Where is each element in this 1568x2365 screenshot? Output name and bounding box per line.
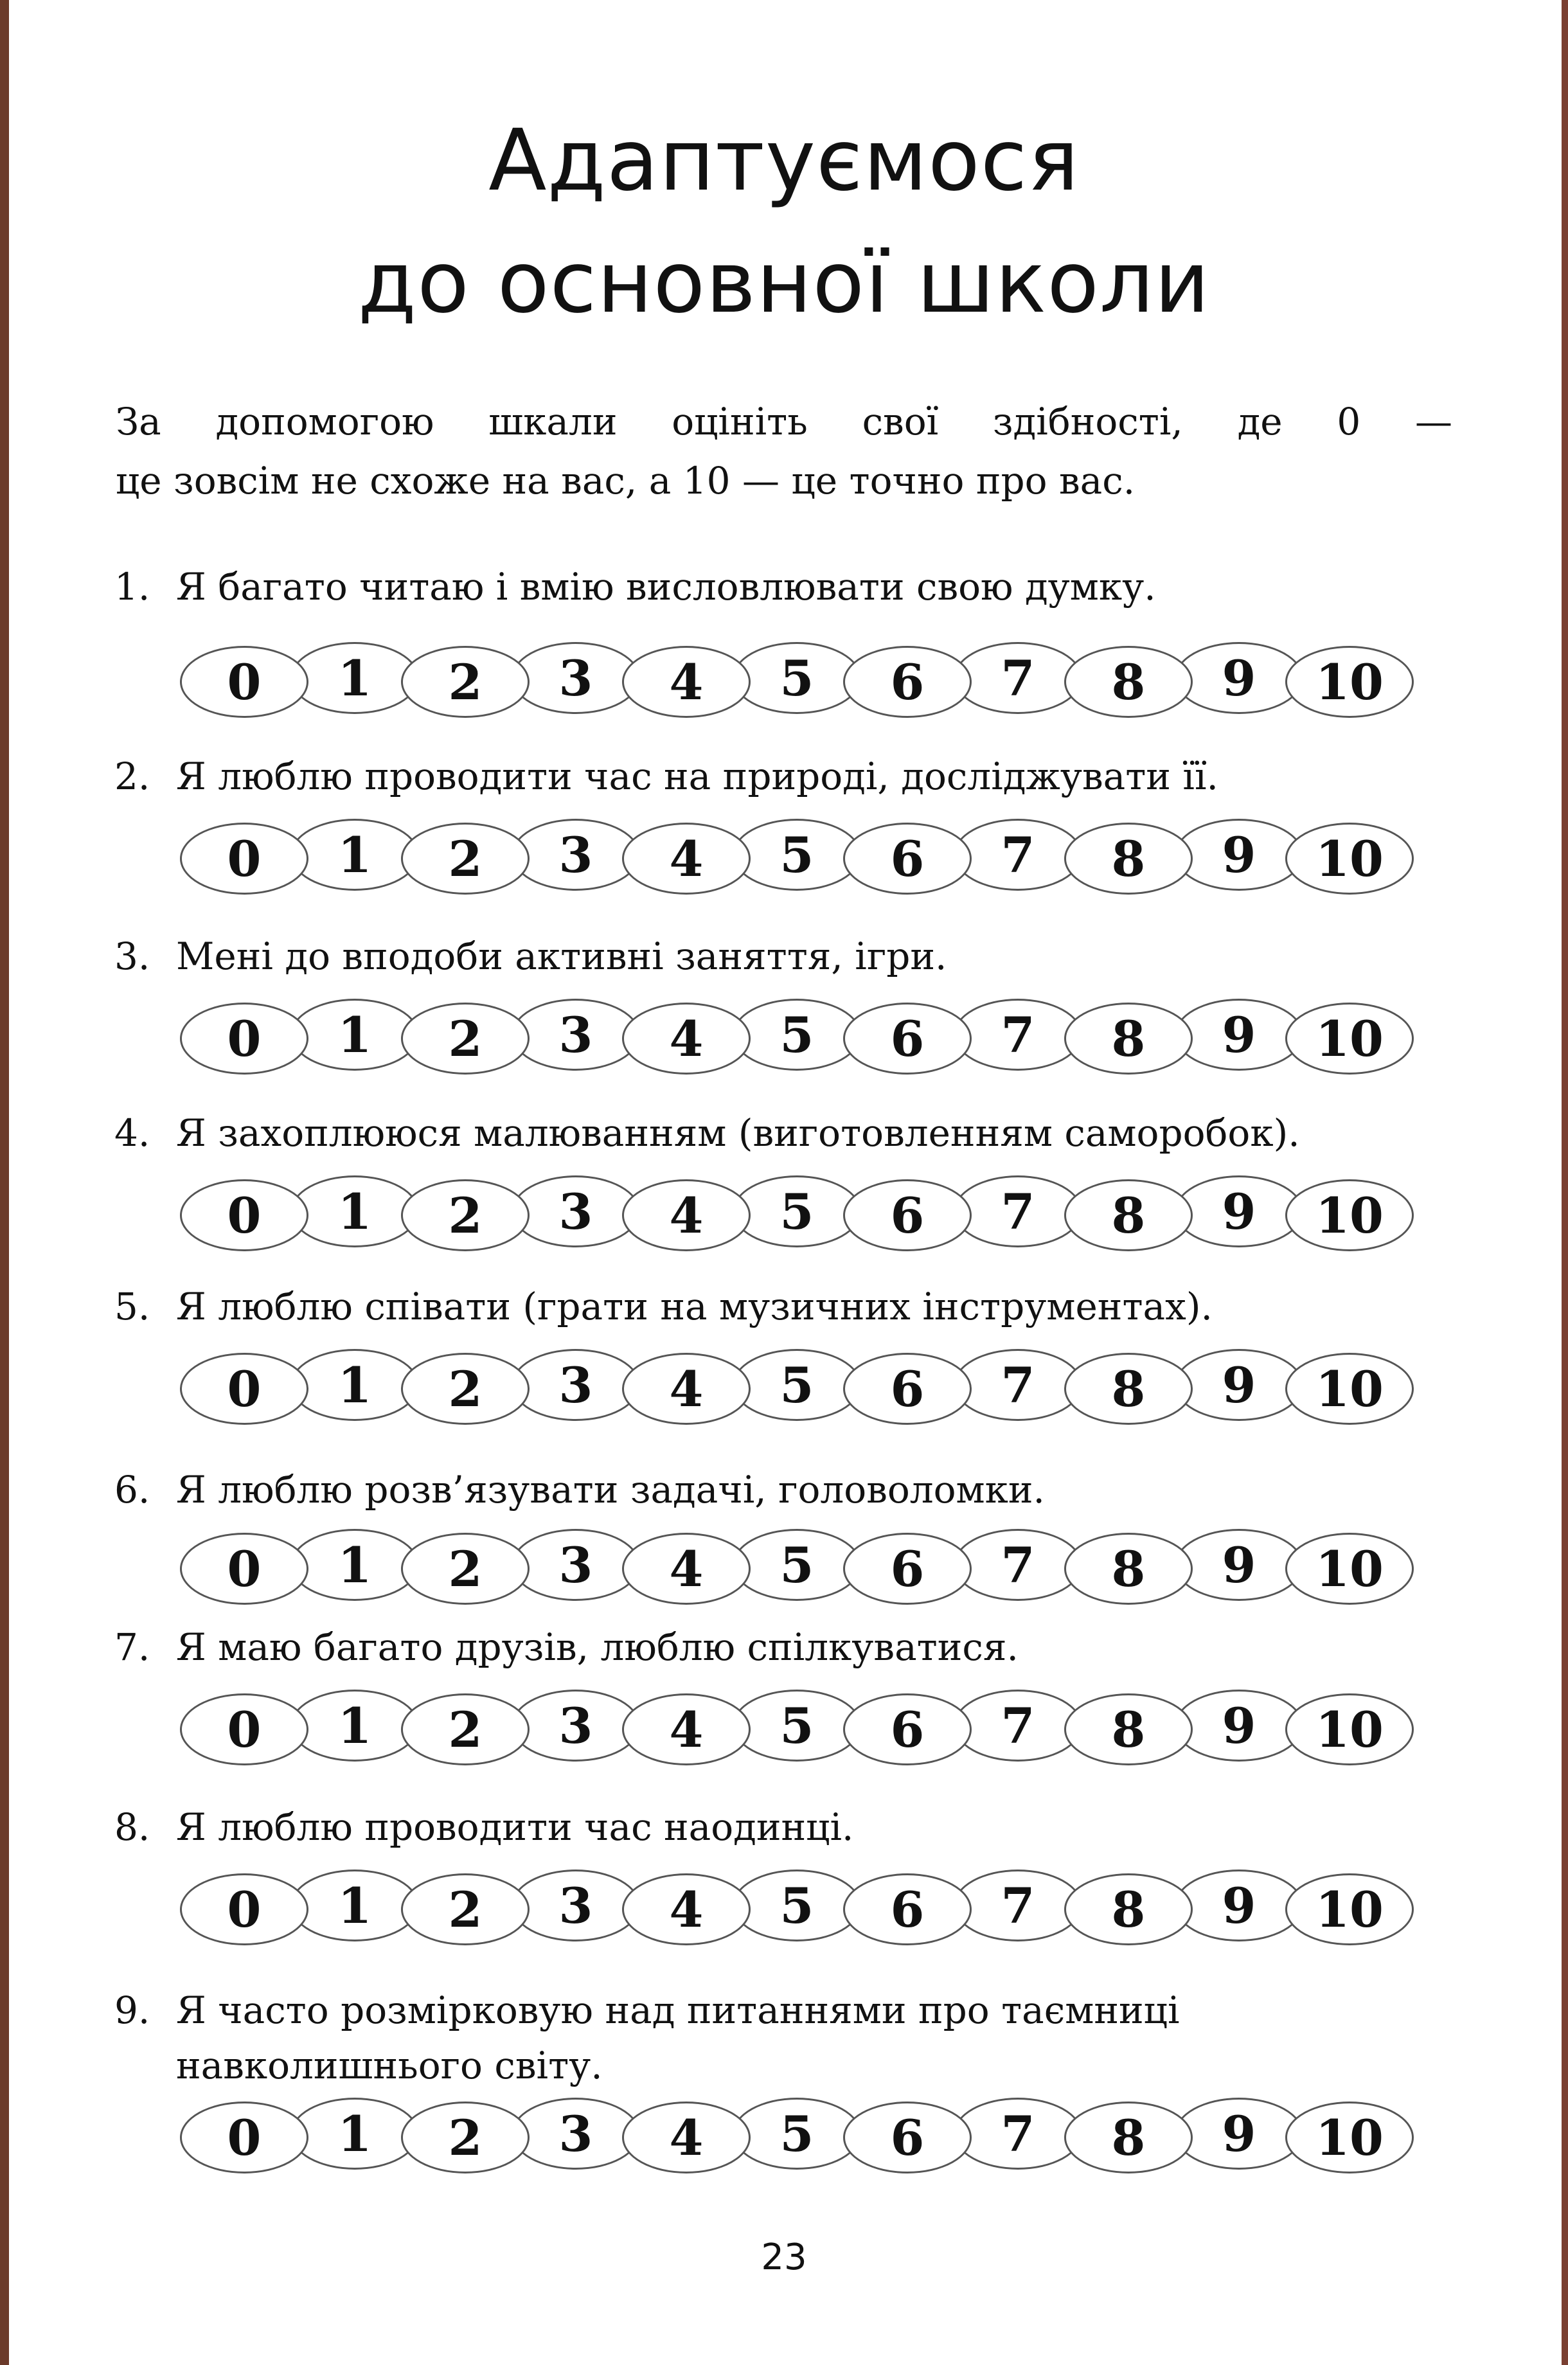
question-text: Я часто розмірковую над питаннями про таємниці	[176, 1988, 1180, 2032]
rating-option[interactable]: 10	[1285, 1003, 1414, 1075]
question-number: 7.	[114, 1625, 150, 1669]
rating-option[interactable]: 7	[954, 2098, 1082, 2170]
rating-option[interactable]: 10	[1285, 823, 1414, 895]
rating-option[interactable]: 5	[733, 1175, 861, 1247]
rating-option[interactable]: 1	[290, 1870, 419, 1941]
rating-option[interactable]: 10	[1285, 1693, 1414, 1765]
rating-option[interactable]: 3	[512, 819, 640, 891]
rating-option[interactable]: 5	[733, 819, 861, 891]
question-8	[114, 1799, 1477, 1855]
rating-option[interactable]: 9	[1175, 1529, 1303, 1601]
rating-option[interactable]: 1	[290, 1349, 419, 1421]
rating-option[interactable]: 9	[1175, 819, 1303, 891]
rating-option[interactable]: 8	[1064, 1353, 1193, 1425]
rating-option[interactable]: 3	[512, 2098, 640, 2170]
rating-option[interactable]: 6	[843, 1533, 972, 1605]
rating-scale-3	[180, 996, 1414, 1073]
rating-option[interactable]: 8	[1064, 1873, 1193, 1945]
rating-option[interactable]: 7	[954, 1175, 1082, 1247]
rating-option[interactable]: 4	[622, 823, 751, 895]
rating-option[interactable]: 8	[1064, 1179, 1193, 1251]
page-number: 23	[761, 2236, 807, 2278]
rating-option[interactable]: 6	[843, 823, 972, 895]
question-text-continued: навколишнього світу.	[176, 2044, 603, 2087]
rating-option[interactable]: 6	[843, 2102, 972, 2173]
page-title-line-2: до основної школи	[357, 233, 1211, 332]
rating-option[interactable]: 0	[180, 1179, 308, 1251]
rating-option[interactable]: 8	[1064, 1533, 1193, 1605]
rating-option[interactable]: 4	[622, 1353, 751, 1425]
rating-option[interactable]: 4	[622, 1179, 751, 1251]
question-6	[114, 1462, 1477, 1517]
rating-option[interactable]: 4	[622, 1873, 751, 1945]
question-7	[114, 1620, 1477, 1675]
question-number: 9.	[114, 1988, 150, 2032]
rating-scale-2	[180, 816, 1414, 893]
rating-scale-1	[180, 639, 1414, 717]
rating-scale-6	[180, 1526, 1414, 1603]
rating-option[interactable]: 5	[733, 1529, 861, 1601]
rating-option[interactable]: 8	[1064, 646, 1193, 718]
page-title-line-1: Адаптуємося	[488, 111, 1080, 210]
question-text: Я люблю співати (грати на музичних інструментах).	[176, 1285, 1213, 1328]
rating-option[interactable]: 3	[512, 1690, 640, 1762]
rating-option[interactable]: 3	[512, 1870, 640, 1941]
rating-scale-7	[180, 1687, 1414, 1764]
question-number: 5.	[114, 1285, 150, 1328]
rating-option[interactable]: 4	[622, 646, 751, 718]
rating-option[interactable]: 9	[1175, 1349, 1303, 1421]
rating-option[interactable]: 9	[1175, 642, 1303, 714]
rating-option[interactable]: 7	[954, 819, 1082, 891]
rating-option[interactable]: 9	[1175, 1870, 1303, 1941]
rating-option[interactable]: 0	[180, 646, 308, 718]
rating-option[interactable]: 6	[843, 1353, 972, 1425]
rating-option[interactable]: 10	[1285, 2102, 1414, 2173]
question-text: Мені до вподоби активні заняття, ігри.	[176, 934, 947, 978]
rating-scale-8	[180, 1867, 1414, 1944]
rating-scale-9	[180, 2095, 1414, 2172]
rating-option[interactable]: 6	[843, 1003, 972, 1075]
intro-line-2: це зовсім не схоже на вас, а 10 — це точно про вас.	[116, 459, 1136, 503]
intro-line-1: За допомогою шкали оцініть свої здібності, де 0 —	[116, 400, 1452, 443]
rating-option[interactable]: 1	[290, 2098, 419, 2170]
rating-option[interactable]: 0	[180, 1533, 308, 1605]
rating-option[interactable]: 2	[401, 1693, 530, 1765]
rating-option[interactable]: 5	[733, 1690, 861, 1762]
rating-option[interactable]: 4	[622, 2102, 751, 2173]
question-number: 8.	[114, 1805, 150, 1849]
question-text: Я люблю проводити час наодинці.	[176, 1805, 854, 1849]
rating-option[interactable]: 1	[290, 1690, 419, 1762]
rating-option[interactable]: 1	[290, 642, 419, 714]
rating-option[interactable]: 0	[180, 1693, 308, 1765]
rating-option[interactable]: 8	[1064, 2102, 1193, 2173]
rating-option[interactable]: 6	[843, 1693, 972, 1765]
question-text: Я багато читаю і вмію висловлювати свою думку.	[176, 565, 1156, 609]
rating-option[interactable]: 7	[954, 1870, 1082, 1941]
question-number: 2.	[114, 754, 150, 798]
question-4	[114, 1105, 1477, 1161]
rating-option[interactable]: 8	[1064, 1693, 1193, 1765]
rating-option[interactable]: 10	[1285, 1533, 1414, 1605]
rating-option[interactable]: 1	[290, 819, 419, 891]
rating-option[interactable]: 7	[954, 642, 1082, 714]
question-number: 1.	[114, 565, 150, 609]
question-number: 6.	[114, 1468, 150, 1512]
rating-option[interactable]: 7	[954, 1690, 1082, 1762]
rating-option[interactable]: 8	[1064, 1003, 1193, 1075]
rating-scale-4	[180, 1173, 1414, 1250]
rating-option[interactable]: 4	[622, 1533, 751, 1605]
rating-option[interactable]: 5	[733, 642, 861, 714]
rating-option[interactable]: 0	[180, 1003, 308, 1075]
rating-option[interactable]: 2	[401, 2102, 530, 2173]
rating-option[interactable]: 3	[512, 1529, 640, 1601]
question-5	[114, 1279, 1477, 1334]
rating-option[interactable]: 2	[401, 1353, 530, 1425]
rating-option[interactable]: 7	[954, 999, 1082, 1071]
rating-option[interactable]: 1	[290, 1175, 419, 1247]
rating-option[interactable]: 3	[512, 1175, 640, 1247]
rating-option[interactable]: 1	[290, 999, 419, 1071]
question-number: 3.	[114, 934, 150, 978]
rating-option[interactable]: 7	[954, 1529, 1082, 1601]
rating-option[interactable]: 0	[180, 1353, 308, 1425]
rating-option[interactable]: 9	[1175, 999, 1303, 1071]
rating-option[interactable]: 2	[401, 1873, 530, 1945]
rating-option[interactable]: 2	[401, 646, 530, 718]
rating-option[interactable]: 5	[733, 999, 861, 1071]
rating-option[interactable]: 3	[512, 999, 640, 1071]
question-number: 4.	[114, 1111, 150, 1155]
rating-option[interactable]: 3	[512, 1349, 640, 1421]
rating-scale-5	[180, 1346, 1414, 1423]
rating-option[interactable]: 5	[733, 1349, 861, 1421]
rating-option[interactable]: 9	[1175, 2098, 1303, 2170]
question-1	[114, 559, 1477, 614]
question-text: Я люблю розв’язувати задачі, головоломки.	[176, 1468, 1045, 1512]
rating-option[interactable]: 2	[401, 1003, 530, 1075]
question-text: Я маю багато друзів, люблю спілкуватися.	[176, 1625, 1019, 1669]
question-text: Я люблю проводити час на природі, досліджувати її.	[176, 754, 1218, 798]
rating-option[interactable]: 10	[1285, 1179, 1414, 1251]
question-9	[114, 1983, 1477, 2038]
rating-option[interactable]: 6	[843, 1873, 972, 1945]
rating-option[interactable]: 0	[180, 823, 308, 895]
rating-option[interactable]: 6	[843, 646, 972, 718]
rating-option[interactable]: 2	[401, 823, 530, 895]
rating-option[interactable]: 4	[622, 1693, 751, 1765]
rating-option[interactable]: 9	[1175, 1690, 1303, 1762]
rating-option[interactable]: 7	[954, 1349, 1082, 1421]
rating-option[interactable]: 1	[290, 1529, 419, 1601]
rating-option[interactable]: 10	[1285, 646, 1414, 718]
rating-option[interactable]: 9	[1175, 1175, 1303, 1247]
rating-option[interactable]: 5	[733, 1870, 861, 1941]
rating-option[interactable]: 2	[401, 1179, 530, 1251]
rating-option[interactable]: 8	[1064, 823, 1193, 895]
rating-option[interactable]: 0	[180, 1873, 308, 1945]
question-2	[114, 749, 1477, 804]
question-3	[114, 929, 1477, 984]
rating-option[interactable]: 2	[401, 1533, 530, 1605]
rating-option[interactable]: 10	[1285, 1873, 1414, 1945]
rating-option[interactable]: 3	[512, 642, 640, 714]
rating-option[interactable]: 10	[1285, 1353, 1414, 1425]
rating-option[interactable]: 5	[733, 2098, 861, 2170]
question-text: Я захоплююся малюванням (виготовленням саморобок).	[176, 1111, 1300, 1155]
rating-option[interactable]: 6	[843, 1179, 972, 1251]
rating-option[interactable]: 4	[622, 1003, 751, 1075]
rating-option[interactable]: 0	[180, 2102, 308, 2173]
